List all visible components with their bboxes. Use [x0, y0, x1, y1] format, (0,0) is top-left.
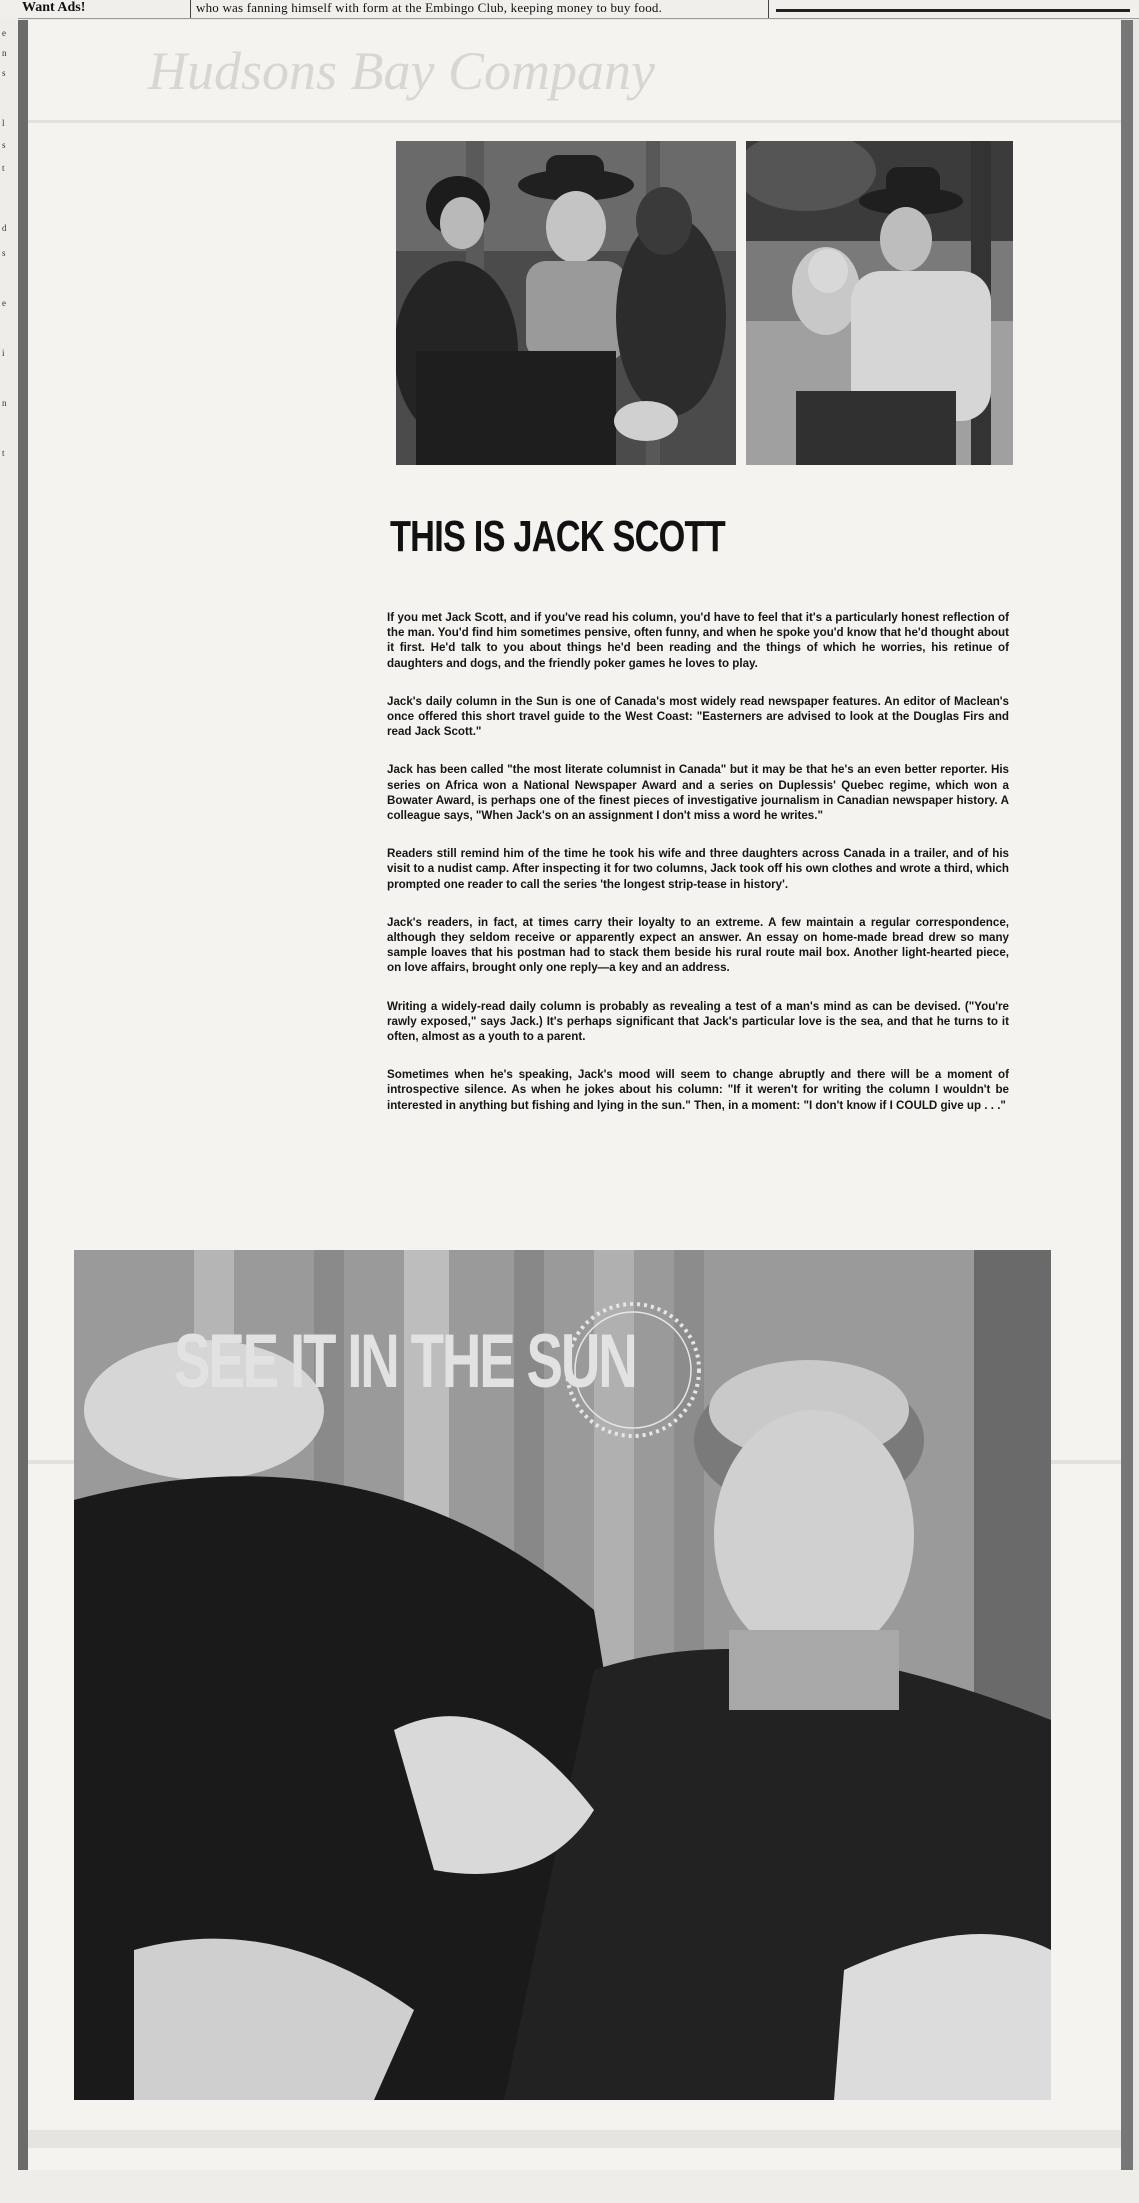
gutter-bleed: e n s l s t d s e i n t: [0, 18, 18, 2178]
article-paragraph: Jack's daily column in the Sun is one of Canada's most widely read newspaper features. An editor of Maclean's once offered this short travel guide to the West Coast: "Easterners are advised to look at the Douglas Firs and read Jack Scott.": [387, 694, 1009, 739]
page-border-right: [1121, 20, 1133, 2170]
page-footer-strip: [0, 2170, 1139, 2203]
column-rule: [190, 0, 191, 18]
article-headline: THIS IS JACK SCOTT: [390, 512, 725, 561]
horizontal-rule: [776, 9, 1130, 12]
want-ads-label: Want Ads!: [22, 0, 86, 15]
bleed-through-text: Hudsons Bay Company: [148, 41, 655, 101]
adjacent-column-text: who was fanning himself with form at the Embingo Club, keeping money to buy food.: [196, 0, 663, 15]
slogan-word: THE: [410, 1319, 514, 1404]
slogan-word: IT: [289, 1319, 335, 1404]
slogan-word: SEE: [174, 1319, 278, 1404]
slogan-word: IN: [347, 1319, 398, 1404]
adjacent-page-strip: [0, 0, 1139, 19]
photo-jack-with-dog: [746, 141, 1013, 465]
article-paragraph: Jack's readers, in fact, at times carry their loyalty to an extreme. A few maintain a regular correspondence, although they seldom receive or apparently expect an answer. An essay on home-made bread drew so many sample loaves that his postman had to stack them beside his rural route mail box. Another light-hearted piece, on love affairs, brought only one reply—a key and an address.: [387, 915, 1009, 975]
article-paragraph: Jack has been called "the most literate columnist in Canada" but it may be that he's an even better reporter. His series on Africa won a National Newspaper Award and a series on Duplessis' Quebec regime, which won a Bowater Award, is perhaps one of the finest pieces of investigative journalism in Canadian newspaper history. A colleague says, "When Jack's on an assignment I don't miss a word he writes.": [387, 763, 1009, 823]
article-paragraph: Readers still remind him of the time he took his wife and three daughters across Canada in a trailer, and of his visit to a nudist camp. After inspecting it for two columns, Jack took off his own clothes and wrote a third, which prompted one reader to call the series 'the longest strip-tease in history'.: [387, 847, 1009, 891]
bleed-through-rule: [28, 2130, 1121, 2148]
column-rule: [768, 0, 769, 18]
page-border-left: [18, 20, 28, 2170]
slogan-sun-word: SUN: [526, 1319, 636, 1404]
article-paragraph: Sometimes when he's speaking, Jack's mood will seem to change abruptly and there will be a moment of introspective silence. As when he jokes about his column: "If it weren't for writing the column I wouldn't be interested in anything but fishing and lying in the sun." Then, in a moment: "I don't know if I COULD give up . . .": [387, 1068, 1009, 1112]
article-paragraph: If you met Jack Scott, and if you've read his column, you'd have to feel that it's a particularly honest reflection of the man. You'd find him sometimes pensive, often funny, and when he spoke you'd know that he'd thought about it first. He'd talk to you about things he'd been reading and the things of which he worries, his retinue of daughters and dogs, and the friendly poker games he loves to play.: [387, 611, 1009, 670]
see-it-in-the-sun-slogan: [174, 1318, 636, 1405]
bleed-through-rule: [28, 120, 1121, 123]
article-body: [387, 610, 1009, 1136]
article-paragraph: Writing a widely-read daily column is probably as revealing a test of a man's mind as can be devised. ("You're rawly exposed," says Jack.) It's perhaps significant that Jack's particular love is the sea, and that he turns to it often, almost as a youth to a parent.: [387, 999, 1009, 1044]
photo-jack-with-daughters: [396, 141, 736, 465]
